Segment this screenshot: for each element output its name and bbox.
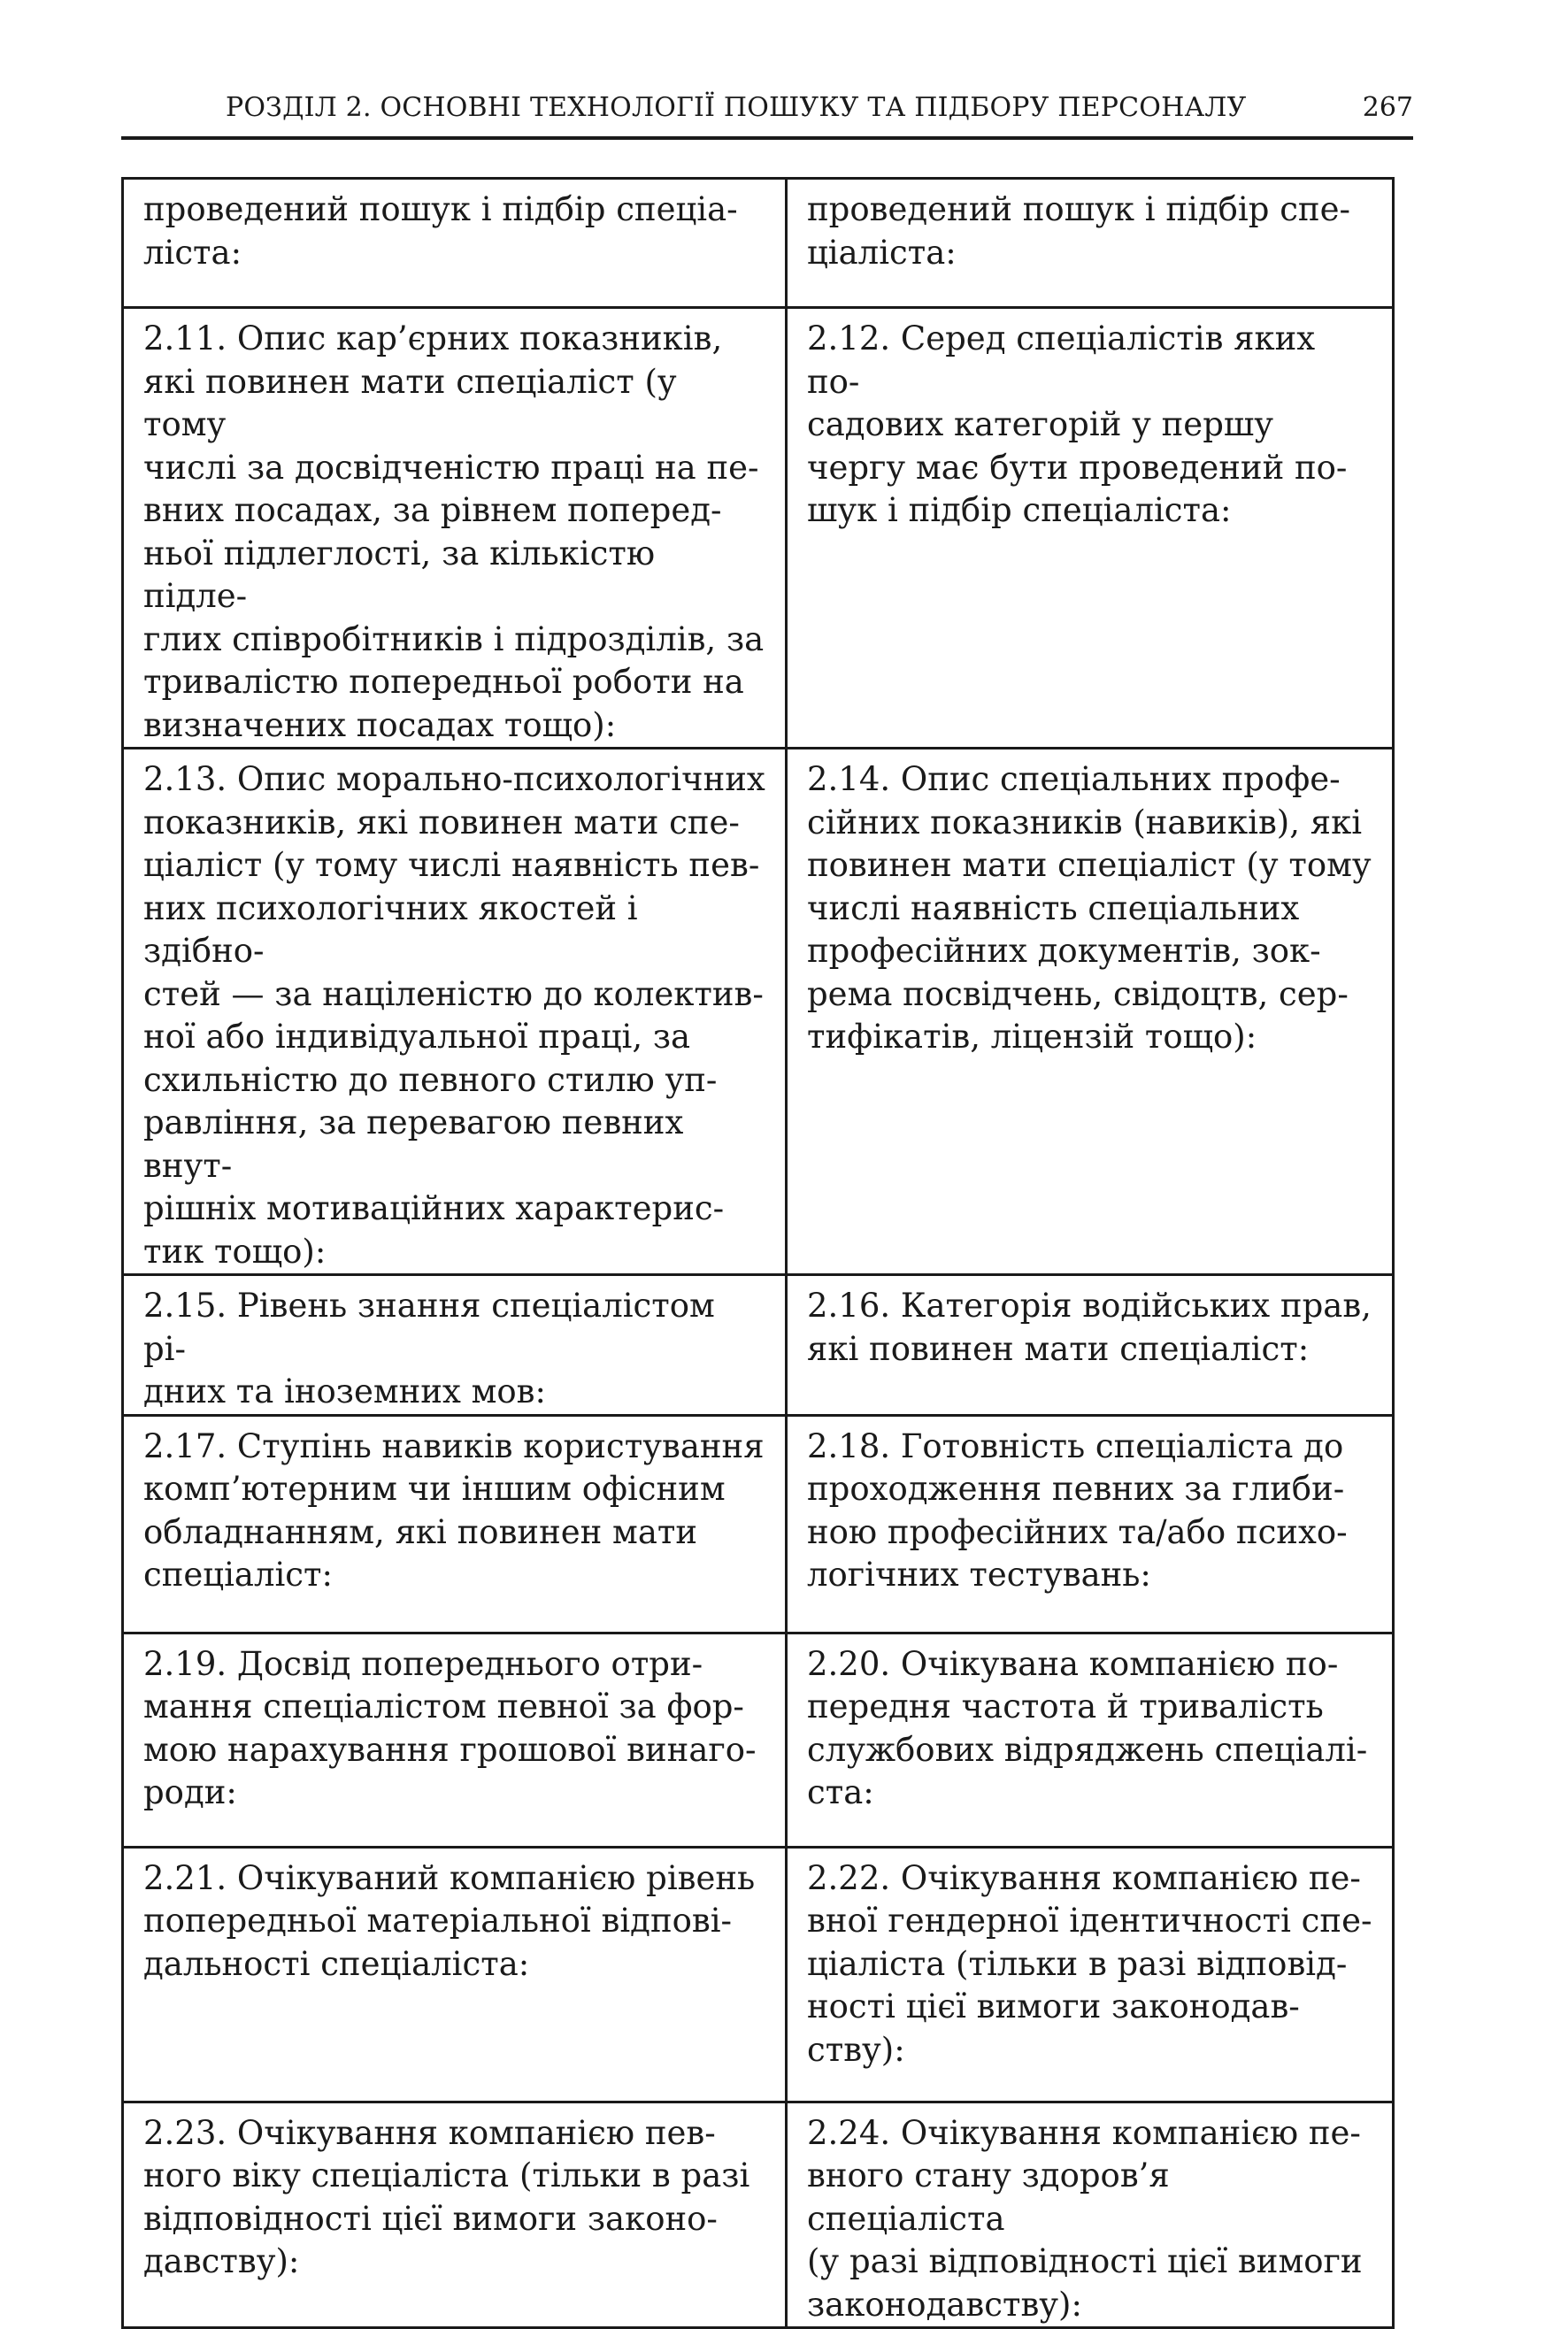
- table-row: [123, 308, 1394, 749]
- requirements-table: [121, 177, 1395, 2329]
- table-cell: [123, 749, 787, 1275]
- table-row: [123, 1415, 1394, 1633]
- cell-text: 2.21. Очікуваний компанією рівень попередньої матеріальної відпові- дальності спеціаліста:: [143, 1858, 756, 1983]
- cell-text: 2.19. Досвід попереднього отри- мання спеціалістом певної за фор- мою нарахування грошової винаго- роди:: [143, 1644, 757, 1811]
- table-cell: [123, 1415, 787, 1633]
- cell-text: 2.18. Готовність спеціаліста до проходження певних за глиби- ною професійних та/або психо- логічних тестувань:: [807, 1426, 1348, 1594]
- table-row: [123, 179, 1394, 308]
- cell-text: 2.11. Опис кар’єрних показників, які повинен мати спеціаліст (у тому числі за досвідченістю праці на пе- вних посадах, за рівнем поперед- ньої підлеглості, за кількістю підле- глих співробітників і підрозділів, за тривалістю попередньої роботи на визначених посадах тощо):: [143, 319, 765, 744]
- cell-text: 2.14. Опис спеціальних профе- сійних показників (навиків), які повинен мати спеціаліст (у тому числі наявність спеціальних професійних документів, зок- рема посвідчень, свідоцтв, сер- тифікатів, ліцензій тощо):: [807, 760, 1372, 1056]
- table-cell: [787, 1415, 1394, 1633]
- table-cell: [787, 2102, 1394, 2328]
- cell-text: 2.12. Серед спеціалістів яких по- садових категорій у першу чергу має бути проведений по- шук і підбір спеціаліста:: [807, 319, 1348, 529]
- table-cell: [123, 1847, 787, 2102]
- cell-text: проведений пошук і підбір спеціа- ліста:: [143, 190, 738, 272]
- running-header: [121, 85, 1413, 140]
- table-row: [123, 749, 1394, 1275]
- table-cell: [787, 1633, 1394, 1847]
- cell-text: 2.15. Рівень знання спеціалістом рі- дних та іноземних мов:: [143, 1287, 715, 1410]
- table-cell: [787, 308, 1394, 749]
- table-cell: [787, 179, 1394, 308]
- table-cell: [123, 1275, 787, 1416]
- cell-text: 2.16. Категорія водійських прав, які повинен мати спеціаліст:: [807, 1287, 1372, 1368]
- table-cell: [123, 2102, 787, 2328]
- table-cell: [787, 1275, 1394, 1416]
- table-row: [123, 1633, 1394, 1847]
- table-row: [123, 2102, 1394, 2328]
- cell-text: 2.13. Опис морально-психологічних показників, які повинен мати спе- ціаліст (у тому числі наявність пев- них психологічних якостей і здібно- стей — за націленістю до колектив- ної або індивідуальної праці, за схильністю до певного стилю уп- равління, за перевагою певних внут- рішніх мотиваційних характерис- тик тощо):: [143, 760, 765, 1271]
- cell-text: 2.20. Очікувана компанією по- передня частота й тривалість службових відряджень спеціалі- ста:: [807, 1644, 1368, 1811]
- table-cell: [787, 749, 1394, 1275]
- cell-text: 2.24. Очікування компанією пе- вного стану здоров’я спеціаліста (у разі відповідності цієї вимоги законодавству):: [807, 2113, 1363, 2324]
- table-row: [123, 1275, 1394, 1416]
- cell-text: 2.23. Очікування компанією пев- ного віку спеціаліста (тільки в разі відповідності цієї вимоги законо- давству):: [143, 2113, 750, 2280]
- table-row: [123, 1847, 1394, 2102]
- cell-text: 2.17. Ступінь навиків користування комп’ютерним чи іншим офісним обладнанням, які повинен мати спеціаліст:: [143, 1426, 765, 1594]
- table-cell: [123, 1633, 787, 1847]
- cell-text: 2.22. Очікування компанією пе- вної гендерної ідентичності спе- ціаліста (тільки в разі відповід- ності цієї вимоги законодав- ству):: [807, 1858, 1372, 2069]
- cell-text: проведений пошук і підбір спе- ціаліста:: [807, 190, 1350, 272]
- table-cell: [123, 308, 787, 749]
- table-cell: [787, 1847, 1394, 2102]
- table-cell: [123, 179, 787, 308]
- page-number: 267: [1362, 92, 1413, 123]
- chapter-title: РОЗДІЛ 2. ОСНОВНІ ТЕХНОЛОГІЇ ПОШУКУ ТА ПІДБОРУ ПЕРСОНАЛУ: [226, 92, 1247, 123]
